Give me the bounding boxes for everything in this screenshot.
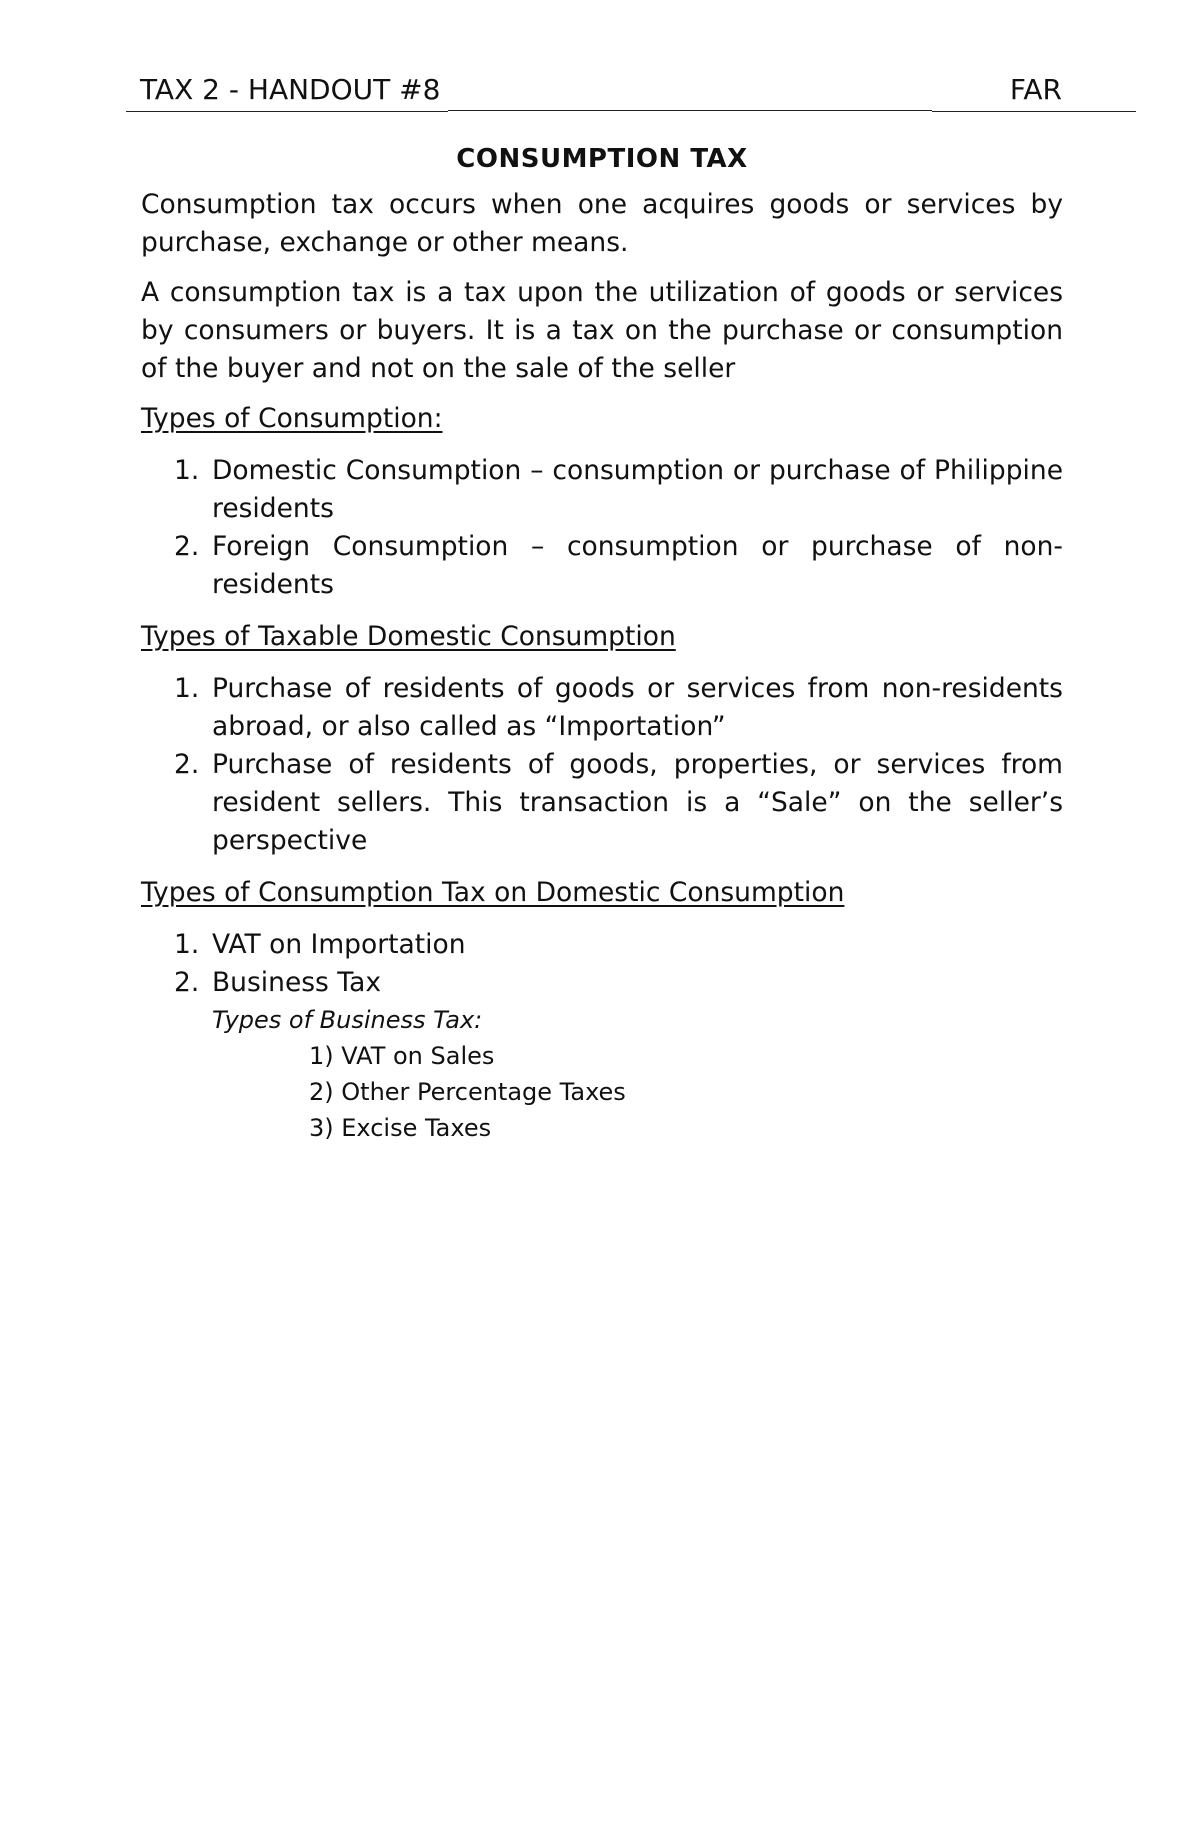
list-item-text: Foreign Consumption – consumption or purchase of non-residents	[212, 531, 1063, 600]
list-item-text: VAT on Importation	[212, 929, 466, 960]
header-rule-middle	[448, 110, 932, 111]
list-item-text: Business Tax	[212, 967, 382, 998]
list-consumption-tax-types	[141, 926, 1063, 1146]
section-heading-consumption-tax-types: Types of Consumption Tax on Domestic Consumption	[141, 877, 845, 908]
list-item-text: Domestic Consumption – consumption or purchase of Philippine residents	[212, 455, 1063, 524]
list-item	[141, 528, 1063, 604]
list-marker: 2.	[174, 749, 200, 780]
section-heading-taxable-domestic-consumption: Types of Taxable Domestic Consumption	[141, 621, 676, 652]
list-marker: 1.	[174, 673, 200, 704]
list-marker: 2.	[174, 531, 200, 562]
header-subject: FAR	[1009, 73, 1062, 106]
header-title: TAX 2 - HANDOUT #8	[140, 73, 441, 106]
section-heading-types-of-consumption: Types of Consumption:	[141, 403, 443, 434]
sub-list-item: 1) VAT on Sales	[309, 1042, 495, 1070]
list-item	[141, 452, 1063, 528]
list-item-text: Purchase of residents of goods or services from non-residents abroad, or also called as “Importation”	[212, 673, 1063, 742]
list-types-of-consumption	[141, 452, 1063, 604]
page-header	[140, 72, 1062, 108]
document-title: CONSUMPTION TAX	[456, 144, 748, 174]
list-item	[141, 746, 1063, 860]
sub-list-item: 2) Other Percentage Taxes	[309, 1078, 626, 1106]
list-item	[141, 926, 1063, 964]
list-taxable-domestic-consumption	[141, 670, 1063, 860]
sub-list-item: 3) Excise Taxes	[309, 1114, 492, 1142]
subheading-business-tax-types: Types of Business Tax:	[212, 1006, 483, 1034]
list-marker: 1.	[174, 455, 200, 486]
list-marker: 1.	[174, 929, 200, 960]
list-business-tax-types	[212, 1038, 1063, 1146]
document-body	[141, 140, 1063, 1160]
list-marker: 2.	[174, 967, 200, 998]
list-item	[141, 964, 1063, 1146]
paragraph-definition: Consumption tax occurs when one acquires goods or services by purchase, exchange or other means.	[141, 189, 1063, 258]
paragraph-explanation: A consumption tax is a tax upon the utilization of goods or services by consumers or buyers. It is a tax on the purchase or consumption of the buyer and not on the sale of the seller	[141, 277, 1063, 384]
list-item	[141, 670, 1063, 746]
list-item-text: Purchase of residents of goods, properties, or services from resident sellers. This transaction is a “Sale” on the seller’s perspective	[212, 749, 1063, 856]
